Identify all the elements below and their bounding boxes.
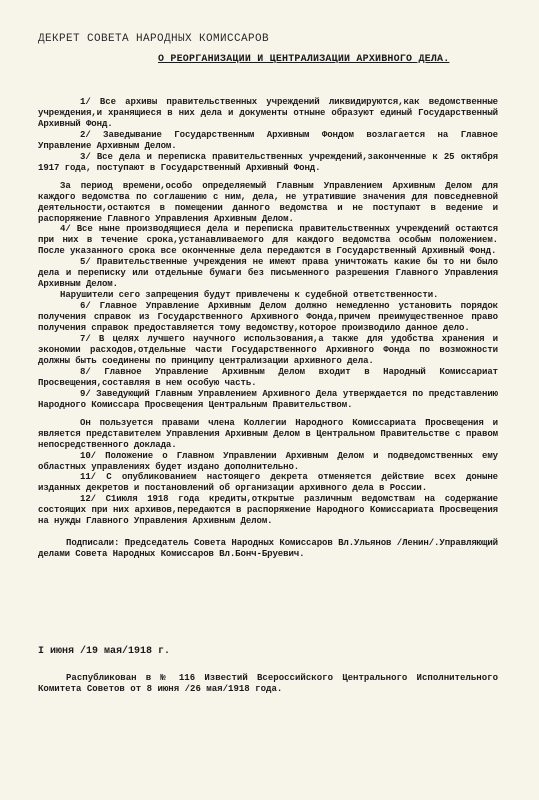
clause-7: 7/ В целях лучшего научного использования,а также для удобства хранения и экономии расходов,отдельные части Государственного Архивного Фонда по возможности должны быть соединены по принципу централизации архивного дела. <box>38 333 498 366</box>
clause-9: 9/ Заведующий Главным Управлением Архивного Дела утверждается по представлению Народного Комиссара Просвещения Центральным Правительством. <box>38 387 498 410</box>
publication-note: Распубликован в № 116 Известий Всероссийского Центрального Исполнительного Комитета Советов от 8 июня /26 мая/1918 года. <box>38 672 498 694</box>
decree-body <box>38 97 498 560</box>
clause-12: 12/ С1июля 1918 года кредиты,открытые различным ведомствам на содержание состоящих при них архивов,передаются в распоряжение Народного Комиссариата Просвещения на нужды Главного Управления Архивным Делом. <box>38 493 498 527</box>
clause-1: 1/ Все архивы правительственных учреждений ликвидируются,как ведомственные учреждения,и хранящиеся в них дела и документы отныне образуют единый Государственный Архивный Фонд. <box>38 96 498 129</box>
clause-5-continuation: Нарушители сего запрещения будут привлечены к судебной ответственности. <box>60 289 439 301</box>
clause-3: 3/ Все дела и переписка правительственных учреждений,законченные к 25 октября 1917 года, поступают в Государственный Архивный Фонд. <box>38 150 498 173</box>
decree-date: I июня /19 мая/1918 г. <box>38 646 171 657</box>
clause-5: 5/ Правительственные учреждения не имеют права уничтожать какие бы то ни было дела и переписку или отдельные бумаги без письменного разрешения Главного Управления Архивным Делом. <box>38 256 498 290</box>
clause-9-continuation: Он пользуется правами члена Коллегии Народного Комиссариата Просвещения и является представителем Управления Архивным Делом в Центральном Правительстве с правом непосредственного доклада. <box>38 416 498 450</box>
clause-3-continuation: За период времени,особо определяемый Главным Управлением Архивным Делом для каждого ведомства по соглашению с ним, дела, не утратившие значения для повседневной деятельности,остаются в помещении данного ведомства и не поступают в ведение и распоряжение Главного Управления Архивным Делом. <box>38 179 498 224</box>
signatures: Подписали: Председатель Совета Народных Комиссаров Вл.Ульянов /Ленин/.Управляющий делами Совета Народных Комиссаров Вл.Бонч-Бруевич. <box>38 537 498 560</box>
decree-title: О РЕОРГАНИЗАЦИИ И ЦЕНТРАЛИЗАЦИИ АРХИВНОГО ДЕЛА. <box>158 54 450 65</box>
clause-4: 4/ Все ныне производящиеся дела и переписка правительственных учреждений остаются при них в течение срока,устанавливаемого для каждого ведомства особым положением. После указанного срока все оконченные дела передаются в Государственный Архивный Фонд. <box>38 223 498 257</box>
clause-2: 2/ Заведывание Государственным Архивным Фондом возлагается на Главное Управление Архивным Делом. <box>38 128 498 151</box>
clause-8: 8/ Главное Управление Архивным Делом входит в Народный Комиссариат Просвещения,составляя в нем особую часть. <box>38 365 498 388</box>
clause-11: 11/ С опубликованием настоящего декрета отменяется действие всех доныне изданных декретов и постановлений об организации архивного дела в России. <box>38 471 498 494</box>
clause-10: 10/ Положение о Главном Управлении Архивным Делом и подведомственных ему областных управлениях будет издано дополнительно. <box>38 449 498 472</box>
clause-6: 6/ Главное Управление Архивным Делом должно немедленно установить порядок получения справок из Государственного Архивного Фонда,причем преимущественное право получения справок предоставляется тому ведомству,которое производило данное дело. <box>38 300 498 334</box>
decree-header: ДЕКРЕТ СОВЕТА НАРОДНЫХ КОМИССАРОВ <box>38 33 270 45</box>
